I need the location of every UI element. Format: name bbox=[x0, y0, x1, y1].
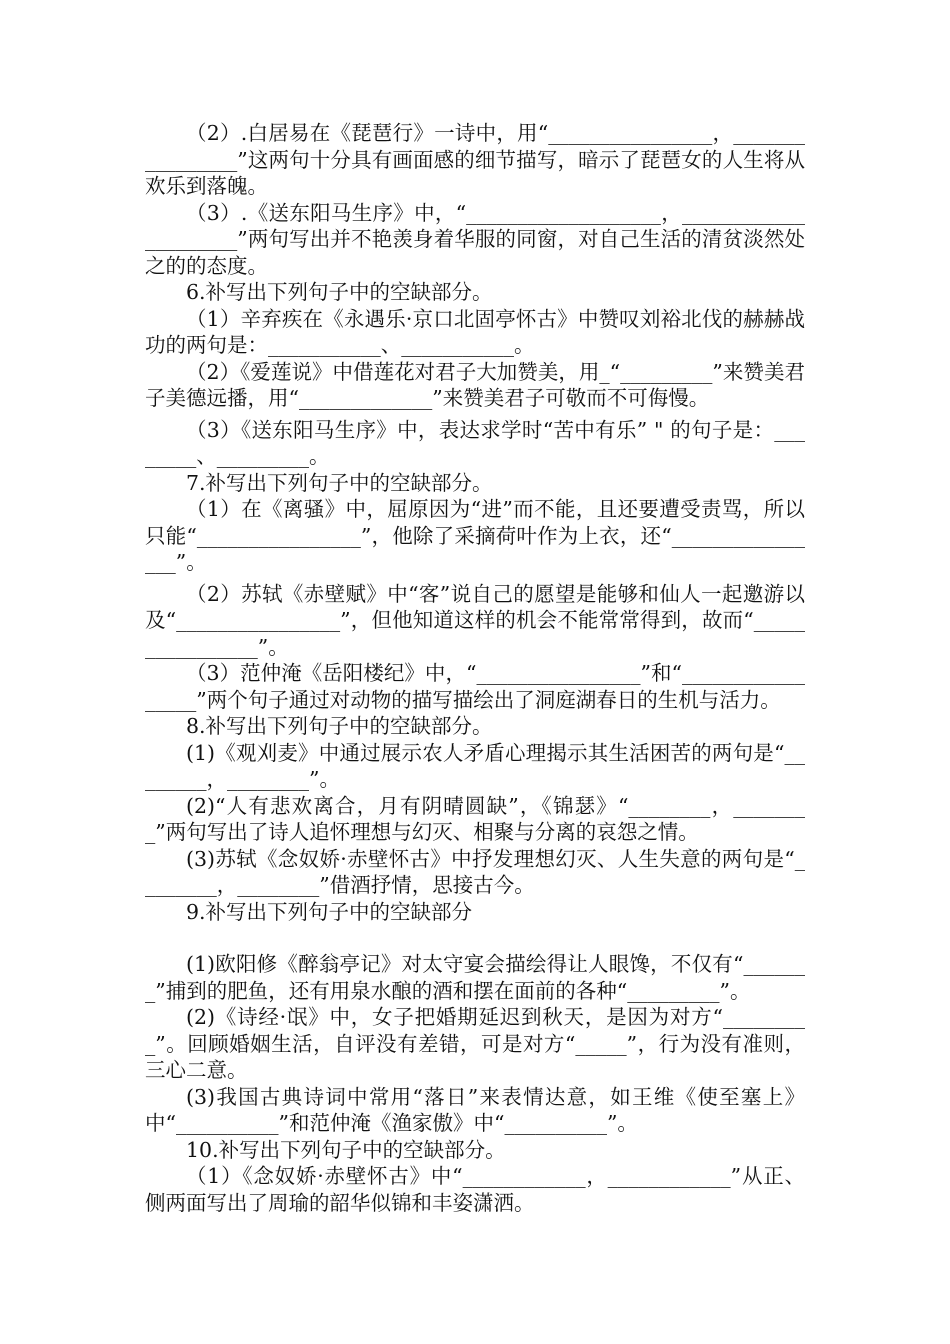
paragraph-6-3: （3）《送东阳马生序》中，表达求学时“苦中有乐” " 的句子是：________、_________。 bbox=[145, 417, 805, 468]
document-page bbox=[145, 120, 805, 1216]
paragraph-6-2: （2）《爱莲说》中借莲花对君子大加赞美，用_“_________”来赞美君子美德远播，用“_____________”来赞美君子可敬而不可侮慢。 bbox=[145, 359, 805, 410]
paragraph-9-2: (2)《诗经·氓》中，女子把婚期延迟到秋天，是因为对方“_________”。回顾婚姻生活，自评没有差错，可是对方“_____”，行为没有准则，三心二意。 bbox=[145, 1005, 805, 1082]
paragraph-6-1: （1）辛弃疾在《永遇乐·京口北固亭怀古》中赞叹刘裕北伐的赫赫战功的两句是：___________、___________。 bbox=[145, 306, 805, 357]
paragraph-8-1: (1)《观刈麦》中通过展示农人矛盾心理揭示其生活困苦的两句是“________，________”。 bbox=[145, 740, 805, 791]
paragraph-10-1: （1）《念奴娇·赤壁怀古》中“____________，____________”从正、侧两面写出了周瑜的韶华似锦和丰姿潇洒。 bbox=[145, 1164, 805, 1215]
question-6-heading: 6.补写出下列句子中的空缺部分。 bbox=[186, 280, 493, 304]
paragraph-7-3: （3）范仲淹《岳阳楼纪》中，“________________”和“_________________”两个句子通过对动物的描写描绘出了洞庭湖春日的生机与活力。 bbox=[145, 661, 805, 712]
paragraph-7-2: （2）苏轼《赤壁赋》中“客”说自己的愿望是能够和仙人一起邀游以及“________________”，但他知道这样的机会不能常常得到，故而“________________”。 bbox=[145, 581, 805, 659]
paragraph-5-2: （2）.白居易在《琵琶行》一诗中，用“________________，________________”这两句十分具有画面感的细节描写，暗示了琵琶女的人生将从欢乐到落魄。 bbox=[145, 121, 805, 198]
question-8-heading: 8.补写出下列句子中的空缺部分。 bbox=[186, 714, 493, 738]
paragraph-5-3: （3）.《送东阳马生序》中，“___________________，_____________________”两句写出并不艳羡身着华服的同窗，对自己生活的清贫淡然处之的的态度。 bbox=[145, 200, 805, 278]
paragraph-9-3: (3)我国古典诗词中常用“落日”来表情达意，如王维《使至塞上》中“__________”和范仲淹《渔家傲》中“__________”。 bbox=[145, 1084, 805, 1135]
question-7-heading: 7.补写出下列句子中的空缺部分。 bbox=[186, 470, 493, 495]
paragraph-8-2: (2)“人有悲欢离合，月有阴晴圆缺”，《锦瑟》“________，________”两句写出了诗人追怀理想与幻灭、相聚与分离的哀怨之情。 bbox=[145, 793, 805, 844]
question-9-heading: 9.补写出下列句子中的空缺部分 bbox=[186, 899, 473, 924]
paragraph-8-3: (3)苏轼《念奴娇·赤壁怀古》中抒发理想幻灭、人生失意的两句是“________，________”借酒抒情，思接古今。 bbox=[145, 846, 805, 897]
paragraph-9-1: (1)欧阳修《醉翁亭记》对太守宴会描绘得让人眼馋，不仅有“_______”捕到的肥鱼，还有用泉水酿的酒和摆在面前的各种“_________”。 bbox=[145, 952, 805, 1003]
question-10-heading: 10.补写出下列句子中的空缺部分。 bbox=[186, 1137, 506, 1162]
paragraph-7-1: （1）在《离骚》中，屈原因为“进”而不能，且还要遭受责骂，所以只能“________________”，他除了采摘荷叶作为上衣，还“________________”。 bbox=[145, 497, 805, 574]
